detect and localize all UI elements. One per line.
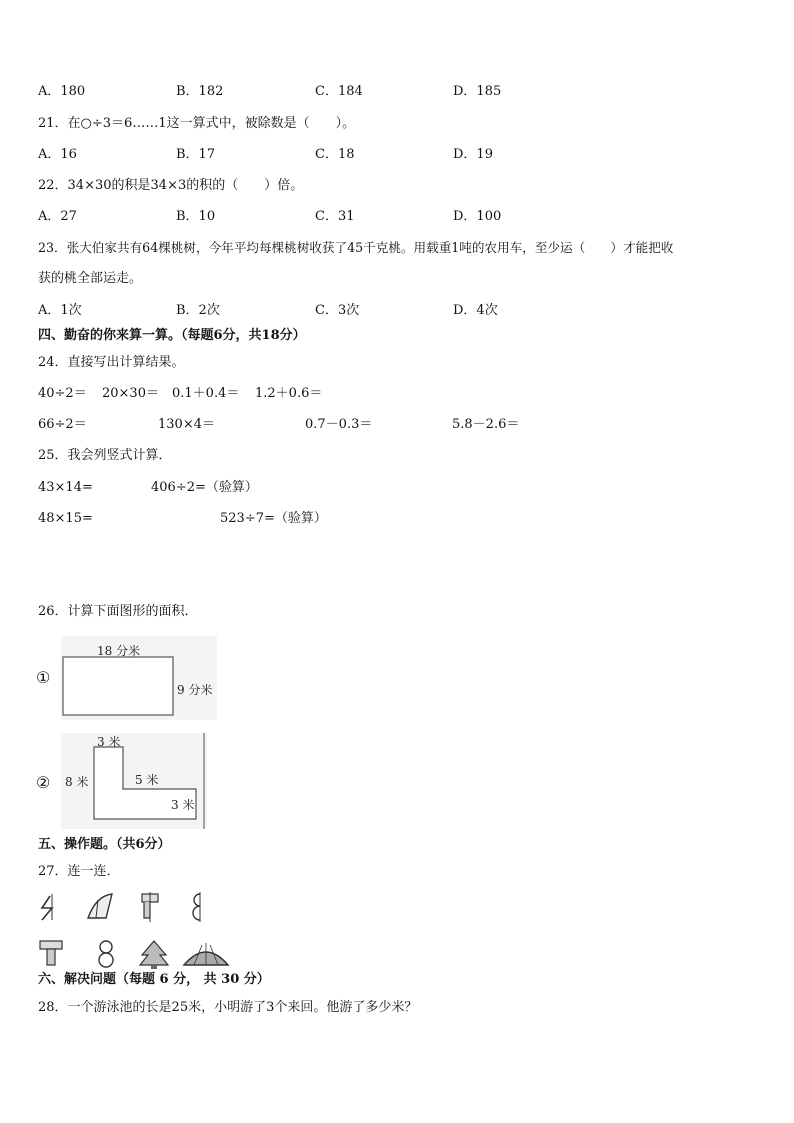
fig1-marker: ①	[36, 668, 51, 687]
fig2-bottom-label: 3 米	[171, 798, 195, 812]
section-4-heading: 四、勤奋的你来算一算。（每题6分，共18分）	[38, 328, 306, 343]
q20-option-b: B．182	[176, 84, 224, 99]
q22-option-d: D．100	[453, 209, 502, 224]
q23-option-d: D．4次	[453, 303, 498, 318]
q21-option-c: C．18	[315, 147, 355, 162]
q21-option-a: A．16	[38, 147, 77, 162]
q23-option-a: A．1次	[38, 303, 82, 318]
snowman-icon	[99, 941, 113, 967]
q22-option-c: C．31	[315, 209, 355, 224]
fig2-middle-label: 5 米	[135, 773, 159, 787]
fig2-left-label: 8 米	[65, 775, 89, 789]
q25-r2-c1: 48×15=	[38, 511, 93, 526]
q23-option-b: B．2次	[176, 303, 220, 318]
fig2-figure	[61, 733, 207, 829]
q24-r2-c4: 5.8－2.6＝	[452, 417, 520, 432]
q24-r1-c4: 1.2＋0.6＝	[255, 386, 323, 401]
half-umbrella-icon	[88, 894, 112, 918]
q28-question: 28．一个游泳池的长是25米，小明游了3个来回。他游了多少米？	[38, 1000, 418, 1015]
q20-option-c: C．184	[315, 84, 363, 99]
q20-option-d: D．185	[453, 84, 502, 99]
q24-r1-c1: 40÷2＝	[38, 386, 87, 401]
umbrella-icon	[184, 943, 228, 965]
section-6-heading: 六、解决问题（每题 6 分， 共 30 分）	[38, 972, 270, 987]
q21-question: 21．在○÷3＝6……1这一算式中，被除数是（ ）。	[38, 116, 356, 131]
q20-option-a: A．180	[38, 84, 86, 99]
q27-partial-pictures	[36, 890, 216, 924]
q25-r2-c2: 523÷7=（验算）	[220, 511, 327, 526]
half-lightning-icon	[42, 894, 52, 920]
q25-r1-c1: 43×14=	[38, 480, 93, 495]
q22-option-a: A．27	[38, 209, 77, 224]
q24-title: 24．直接写出计算结果。	[38, 355, 185, 370]
q24-r2-c3: 0.7－0.3＝	[305, 417, 373, 432]
fig1-top-label: 18 分米	[97, 644, 141, 658]
fig1-right-label: 9 分米	[177, 683, 213, 697]
fig1-rectangle	[63, 657, 173, 715]
q25-r1-c2: 406÷2=（验算）	[151, 480, 258, 495]
section-5-heading: 五、操作题。（共6分）	[38, 837, 171, 852]
q24-r2-c1: 66÷2＝	[38, 417, 87, 432]
q24-r2-c2: 130×4＝	[158, 417, 215, 432]
q25-title: 25．我会列竖式计算．	[38, 448, 172, 463]
fig1-figure	[61, 636, 217, 720]
q26-title: 26．计算下面图形的面积．	[38, 604, 198, 619]
q21-option-b: B．17	[176, 147, 216, 162]
q24-r1-c2: 20×30＝	[102, 386, 159, 401]
q23-option-c: C．3次	[315, 303, 360, 318]
q27-title: 27．连一连．	[38, 864, 120, 879]
half-snowman-icon	[193, 892, 200, 922]
q23-question-line1: 23．张大伯家共有64棵桃树，今年平均每棵桃树收获了45千克桃。用载重1吨的农用车，至少运（ ）才能把收	[38, 240, 674, 255]
q23-question-line2: 获的桃全部运走。	[38, 271, 143, 286]
lamp-icon	[40, 941, 62, 965]
q27-full-pictures	[36, 937, 246, 971]
q24-r1-c3: 0.1＋0.4＝	[172, 386, 240, 401]
q21-option-d: D．19	[453, 147, 493, 162]
fig2-marker: ②	[36, 773, 51, 792]
q22-question: 22．34×30的积是34×3的积的（ ）倍。	[38, 178, 304, 193]
q22-option-b: B．10	[176, 209, 216, 224]
half-lamp-icon	[142, 892, 158, 922]
fig2-top-label: 3 米	[97, 735, 121, 749]
tree-icon	[140, 941, 168, 969]
